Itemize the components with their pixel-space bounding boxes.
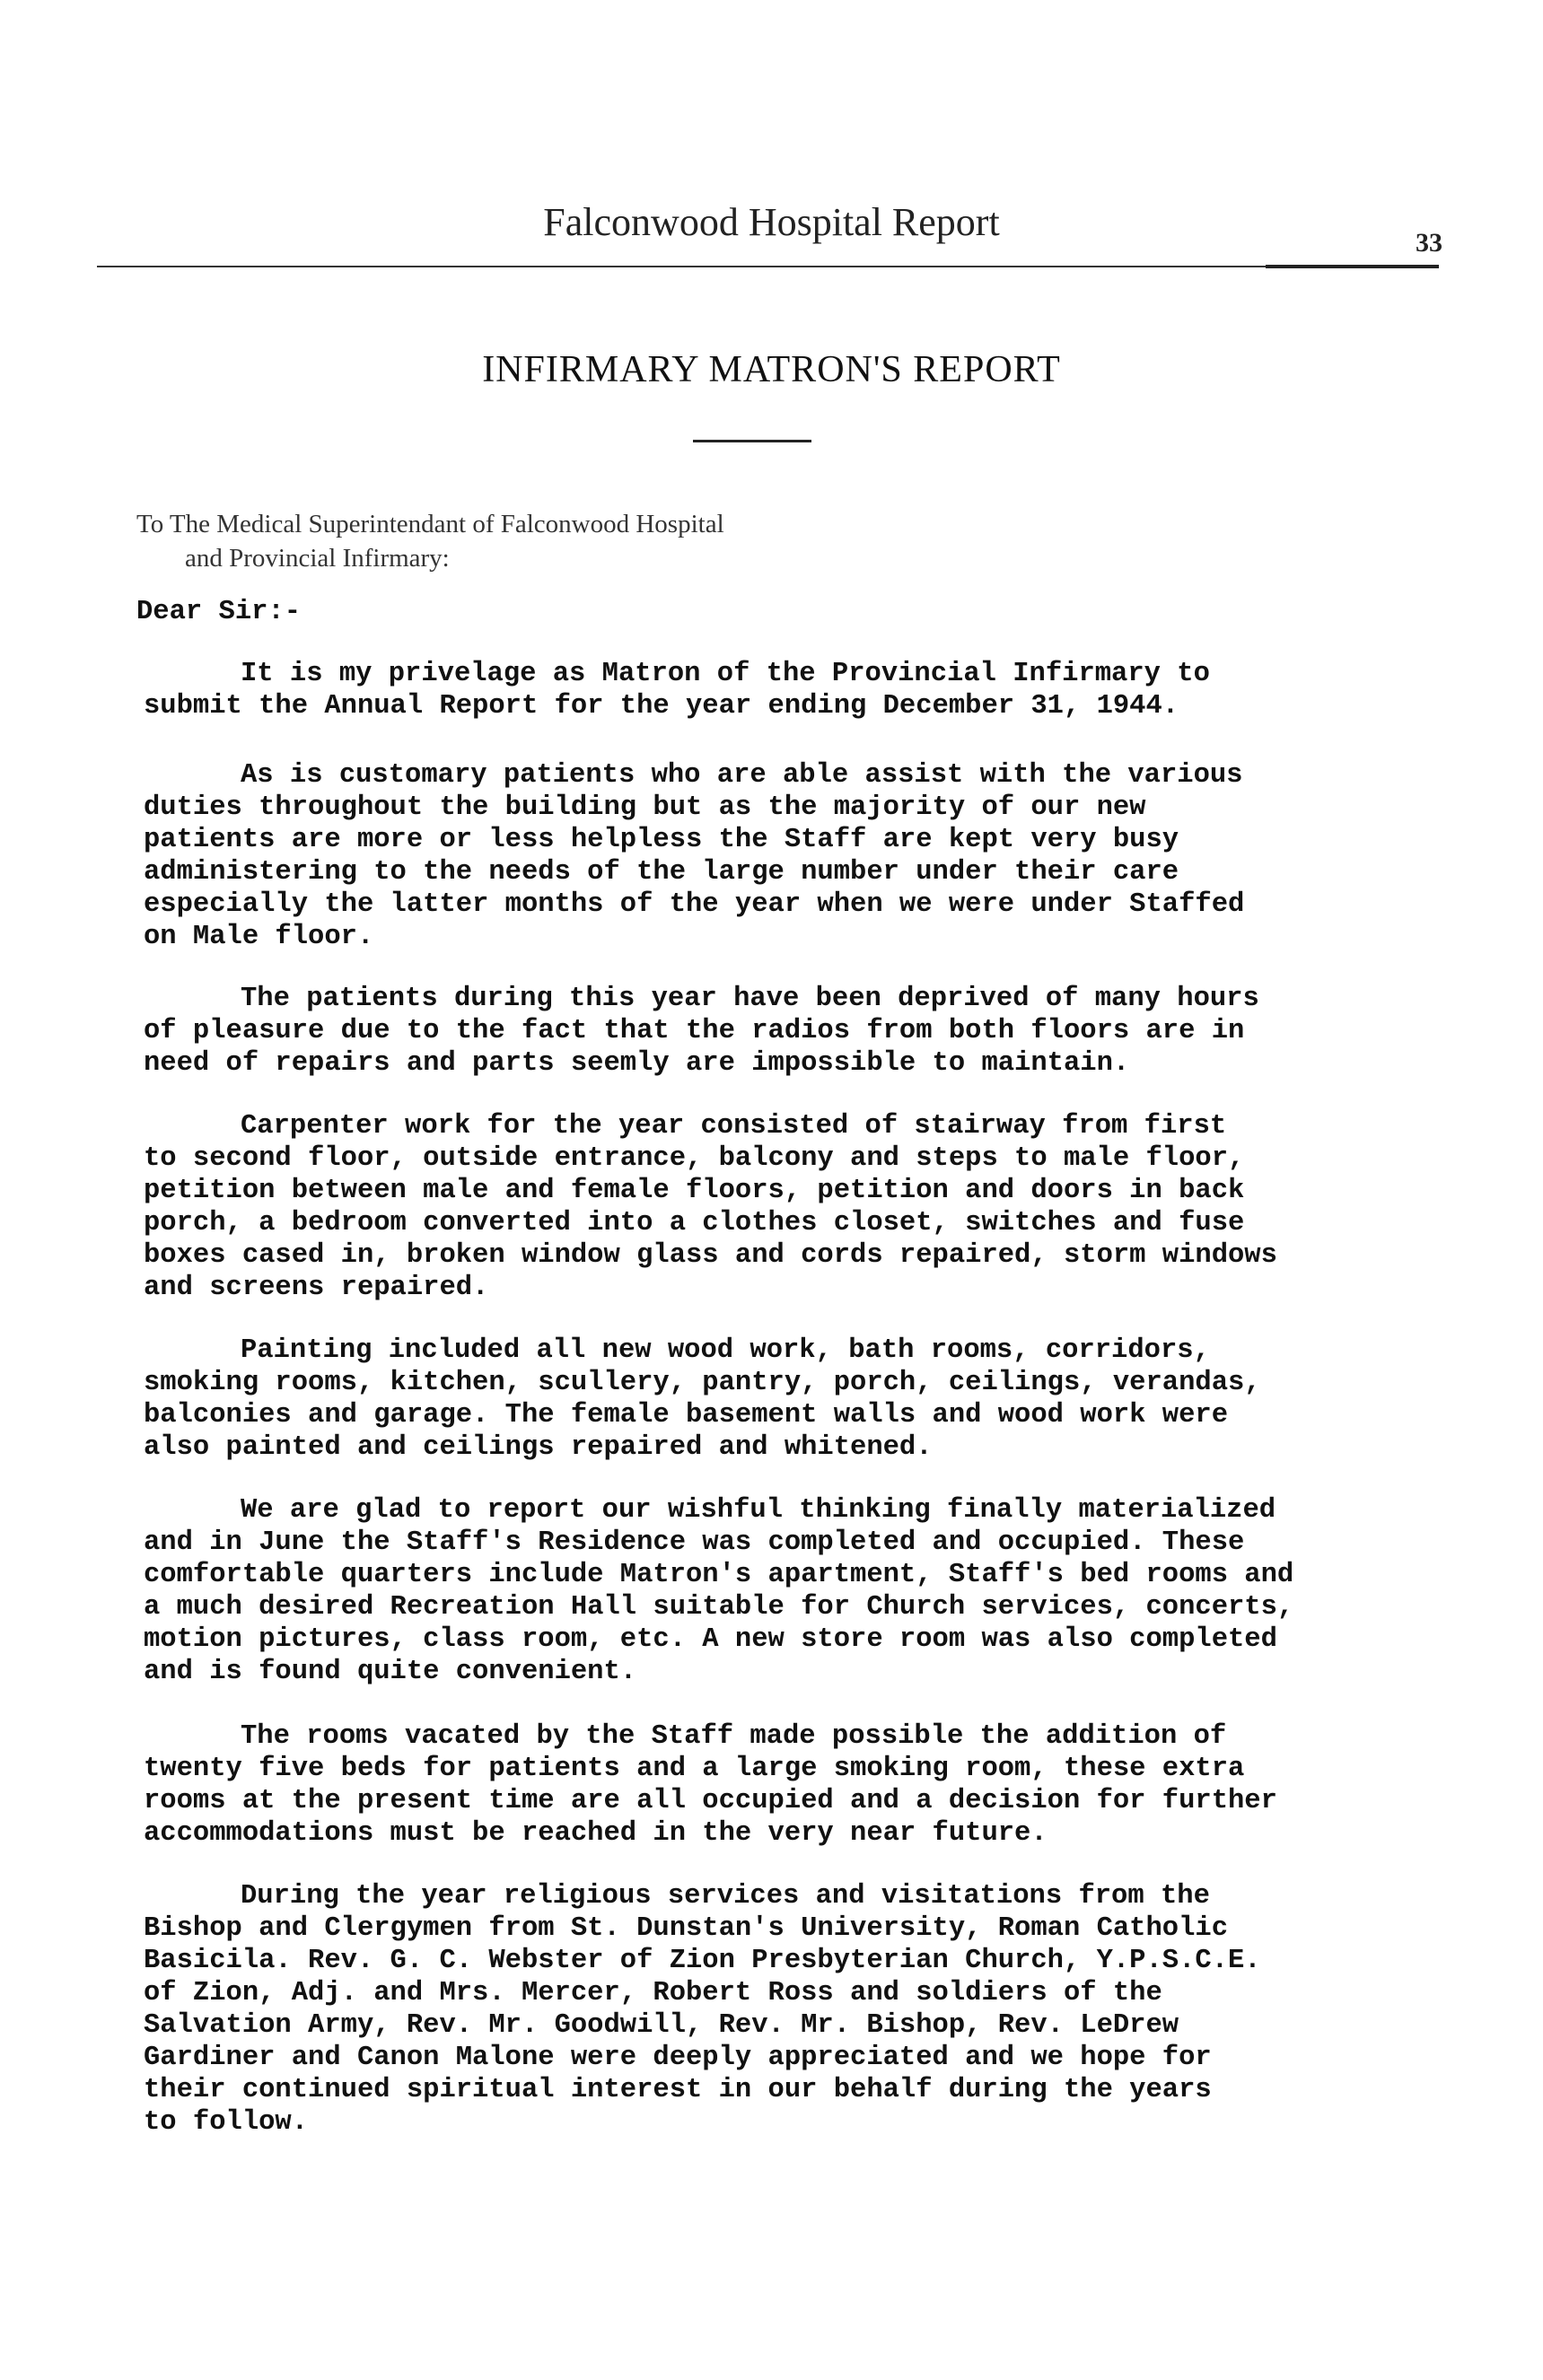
- paragraph-line: Basicila. Rev. G. C. Webster of Zion Presbyterian Church, Y.P.S.C.E.: [144, 1946, 1261, 1976]
- paragraph-line: We are glad to report our wishful thinking finally materialized: [241, 1495, 1276, 1526]
- paragraph-line: The rooms vacated by the Staff made possible the addition of: [241, 1721, 1227, 1752]
- paragraph-line: porch, a bedroom converted into a clothes closet, switches and fuse: [144, 1208, 1245, 1238]
- paragraph-line: smoking rooms, kitchen, scullery, pantry, porch, ceilings, verandas,: [144, 1368, 1261, 1398]
- address-line-1: To The Medical Superintendant of Falconwood Hospital: [136, 510, 724, 538]
- page-number: 33: [1416, 228, 1442, 258]
- header-rule-accent: [1266, 265, 1439, 268]
- paragraph-line: accommodations must be reached in the very near future.: [144, 1818, 1048, 1849]
- running-header-title: Falconwood Hospital Report: [543, 200, 1000, 244]
- paragraph-line: to follow.: [144, 2107, 309, 2138]
- title-rule: [693, 440, 811, 442]
- paragraph-line: on Male floor.: [144, 922, 374, 952]
- paragraph-line: and screens repaired.: [144, 1273, 489, 1303]
- paragraph-line: especially the latter months of the year when we were under Staffed: [144, 889, 1245, 920]
- paragraph-staff-duties: [144, 759, 1490, 953]
- paragraph-line: During the year religious services and visitations from the: [241, 1881, 1210, 1912]
- paragraph-line: It is my privelage as Matron of the Provincial Infirmary to: [241, 659, 1210, 689]
- paragraph-line: their continued spiritual interest in our behalf during the years: [144, 2075, 1212, 2105]
- paragraph-privilege: [144, 658, 1490, 722]
- paragraph-line: administering to the needs of the large number under their care: [144, 857, 1179, 888]
- paragraph-line: twenty five beds for patients and a large smoking room, these extra: [144, 1754, 1245, 1784]
- paragraph-line: balconies and garage. The female basement walls and wood work were: [144, 1400, 1228, 1431]
- paragraph-line: also painted and ceilings repaired and whitened.: [144, 1432, 933, 1463]
- paragraph-line: of Zion, Adj. and Mrs. Mercer, Robert Ross and soldiers of the: [144, 1978, 1162, 2008]
- paragraph-line: of pleasure due to the fact that the radios from both floors are in: [144, 1016, 1245, 1046]
- paragraph-line: comfortable quarters include Matron's apartment, Staff's bed rooms and: [144, 1560, 1294, 1590]
- address-line-2: and Provincial Infirmary:: [185, 544, 450, 573]
- paragraph-radios: [144, 983, 1490, 1080]
- paragraph-line: and is found quite convenient.: [144, 1657, 637, 1687]
- paragraph-line: need of repairs and parts seemly are impossible to maintain.: [144, 1048, 1130, 1079]
- paragraph-line: motion pictures, class room, etc. A new store room was also completed: [144, 1624, 1277, 1655]
- paragraph-line: Bishop and Clergymen from St. Dunstan's University, Roman Catholic: [144, 1913, 1228, 1944]
- paragraph-line: Salvation Army, Rev. Mr. Goodwill, Rev. Mr. Bishop, Rev. LeDrew: [144, 2010, 1179, 2041]
- paragraph-line: The patients during this year have been deprived of many hours: [241, 984, 1259, 1014]
- salutation: Dear Sir:-: [136, 597, 302, 627]
- paragraph-line: duties throughout the building but as the majority of our new: [144, 792, 1146, 823]
- paragraph-line: boxes cased in, broken window glass and cords repaired, storm windows: [144, 1240, 1277, 1271]
- report-title: INFIRMARY MATRON'S REPORT: [482, 349, 1061, 390]
- paragraph-line: rooms at the present time are all occupied and a decision for further: [144, 1786, 1277, 1816]
- paragraph-painting: [144, 1334, 1490, 1464]
- paragraph-vacated-rooms: [144, 1720, 1490, 1850]
- paragraph-line: and in June the Staff's Residence was completed and occupied. These: [144, 1527, 1245, 1558]
- paragraph-line: As is customary patients who are able assist with the various: [241, 760, 1243, 791]
- header-rule: [97, 266, 1439, 267]
- address-block: [136, 507, 724, 575]
- paragraph-carpenter-work: [144, 1110, 1490, 1304]
- paragraph-staff-residence: [144, 1494, 1490, 1688]
- paragraph-line: Gardiner and Canon Malone were deeply appreciated and we hope for: [144, 2043, 1212, 2073]
- paragraph-line: submit the Annual Report for the year ending December 31, 1944.: [144, 691, 1179, 722]
- paragraph-line: patients are more or less helpless the Staff are kept very busy: [144, 825, 1179, 855]
- paragraph-line: a much desired Recreation Hall suitable for Church services, concerts,: [144, 1592, 1294, 1623]
- paragraph-religious-services: [144, 1880, 1490, 2139]
- paragraph-line: petition between male and female floors, petition and doors in back: [144, 1176, 1245, 1206]
- paragraph-line: Carpenter work for the year consisted of stairway from first: [241, 1111, 1227, 1142]
- paragraph-line: Painting included all new wood work, bath rooms, corridors,: [241, 1335, 1210, 1366]
- paragraph-line: to second floor, outside entrance, balcony and steps to male floor,: [144, 1143, 1245, 1174]
